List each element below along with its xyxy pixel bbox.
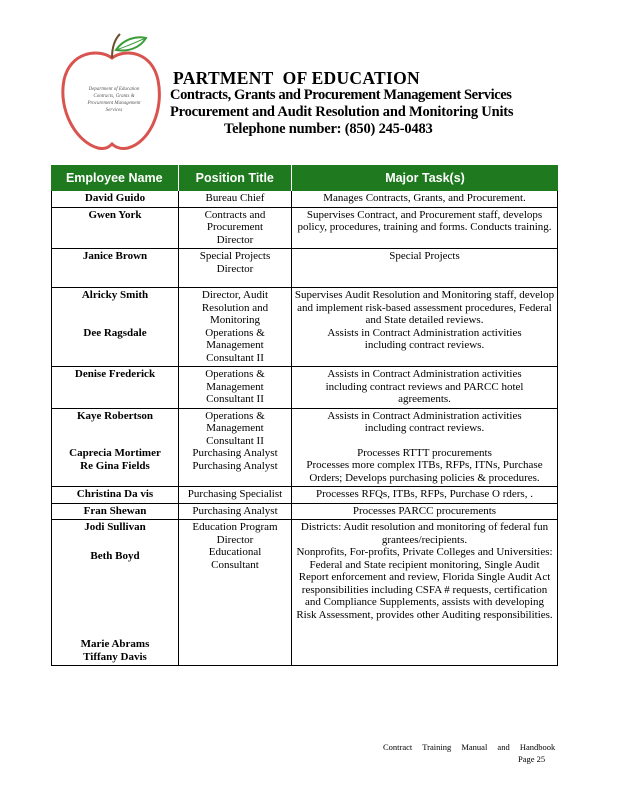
employee-name: Dee Ragsdale	[83, 326, 147, 339]
position-title: Purchasing Specialist	[178, 487, 291, 503]
major-task: Assists in Contract Administration activities including contract reviews and PARCC hotel agreements.	[291, 367, 558, 408]
major-task: Processes RTTT procurements	[357, 446, 492, 459]
table-row	[51, 367, 558, 409]
major-task: Processes PARCC procurements	[291, 504, 558, 520]
position-title: Purchasing Analyst	[192, 447, 278, 459]
employee-name: Gwen York	[51, 208, 178, 249]
staff-table	[51, 165, 558, 666]
task-group	[291, 409, 558, 487]
position-title: Purchasing Analyst	[192, 459, 278, 472]
table-row	[51, 191, 558, 208]
major-task: Nonprofits, For-profits, Private Colleges and Universities: Federal and State recipient monitoring, Single Audit Report enforcement and review, Florida Single Audit Act responsibilities including CSFA # requests, certification and Compliance Supplements, assists with developing Risk Assessment, provides other Auditing responsibilities.	[296, 546, 553, 621]
telephone-line: Telephone number: (850) 245-0483	[224, 121, 433, 137]
employee-name: Kaye Robertson	[76, 409, 154, 422]
footer-manual-title: Contract Training Manual and Handbook	[383, 742, 556, 752]
employee-name: Marie Abrams	[80, 638, 150, 650]
task-group	[291, 288, 558, 366]
major-task: Assists in Contract Administration activities including contract reviews.	[327, 409, 522, 434]
employee-name: Tiffany Davis	[83, 650, 147, 663]
department-title: PARTMENT OF EDUCATION	[173, 68, 420, 88]
table-row	[51, 487, 558, 504]
position-title: Operations & Management Consultant II	[178, 367, 291, 408]
major-task: Assists in Contract Administration activities including contract reviews.	[327, 326, 522, 351]
employee-name: Re Gina Fields	[80, 459, 150, 472]
page-number: Page 25	[518, 754, 546, 764]
position-title-group	[178, 288, 291, 366]
major-task: Special Projects	[291, 249, 558, 287]
column-header-major-tasks: Major Task(s)	[385, 171, 465, 185]
employee-name: Denise Frederick	[51, 367, 178, 408]
table-row	[51, 520, 558, 666]
position-title-group	[178, 520, 291, 665]
units-title: Procurement and Audit Resolution and Monitoring Units	[170, 104, 514, 120]
major-task: Districts: Audit resolution and monitoring of federal fun grantees/recipients.	[300, 521, 549, 546]
office-title: Contracts, Grants and Procurement Management Services	[170, 87, 512, 103]
position-title: Special Projects Director	[178, 249, 291, 287]
employee-name-group	[51, 409, 178, 487]
table-row	[51, 249, 558, 288]
employee-name: Janice Brown	[51, 249, 178, 287]
major-task: Processes RFQs, ITBs, RFPs, Purchase O rders, .	[291, 487, 558, 503]
position-title: Bureau Chief	[178, 191, 291, 207]
table-row	[51, 409, 558, 488]
table-row	[51, 288, 558, 367]
employee-name-group	[51, 520, 178, 665]
table-row	[51, 504, 558, 521]
table-row	[51, 208, 558, 250]
major-task: Supervises Audit Resolution and Monitoring staff, develop and implement risk-based assessment procedures, Federal and State detailed reviews.	[294, 289, 555, 326]
position-title: Education Program Director	[192, 521, 278, 546]
position-title: Contracts and Procurement Director	[178, 208, 291, 249]
task-group	[291, 520, 558, 665]
major-task: Manages Contracts, Grants, and Procurement.	[291, 191, 558, 207]
employee-name: Fran Shewan	[51, 504, 178, 520]
employee-name-group	[51, 288, 178, 366]
position-title-group	[178, 409, 291, 487]
employee-name: Beth Boyd	[90, 549, 140, 562]
employee-name: David Guido	[51, 191, 178, 207]
major-task: Supervises Contract, and Procurement staff, develops policy, procedures, training and forms. Conducts training.	[291, 208, 558, 249]
employee-name: Jodi Sullivan	[84, 521, 146, 533]
position-title: Purchasing Analyst	[178, 504, 291, 520]
column-header-position-title: Position Title	[179, 165, 293, 191]
position-title: Operations & Management Consultant II	[205, 409, 265, 447]
employee-name: Caprecia Mortimer	[69, 447, 161, 459]
major-task: Processes more complex ITBs, RFPs, ITNs, Purchase Orders; Develops purchasing policies & procedures.	[306, 459, 543, 484]
employee-name: Alricky Smith	[81, 289, 149, 301]
position-title: Educational Consultant	[208, 546, 262, 571]
column-header-employee-name: Employee Name	[51, 165, 179, 191]
table-header-row	[51, 165, 558, 191]
employee-name: Christina Da vis	[51, 487, 178, 503]
position-title: Director, Audit Resolution and Monitoring	[201, 289, 269, 326]
position-title: Operations & Management Consultant II	[205, 326, 265, 364]
logo-text: Department of Education Contracts, Grants & Procurement Management Services	[87, 87, 141, 113]
